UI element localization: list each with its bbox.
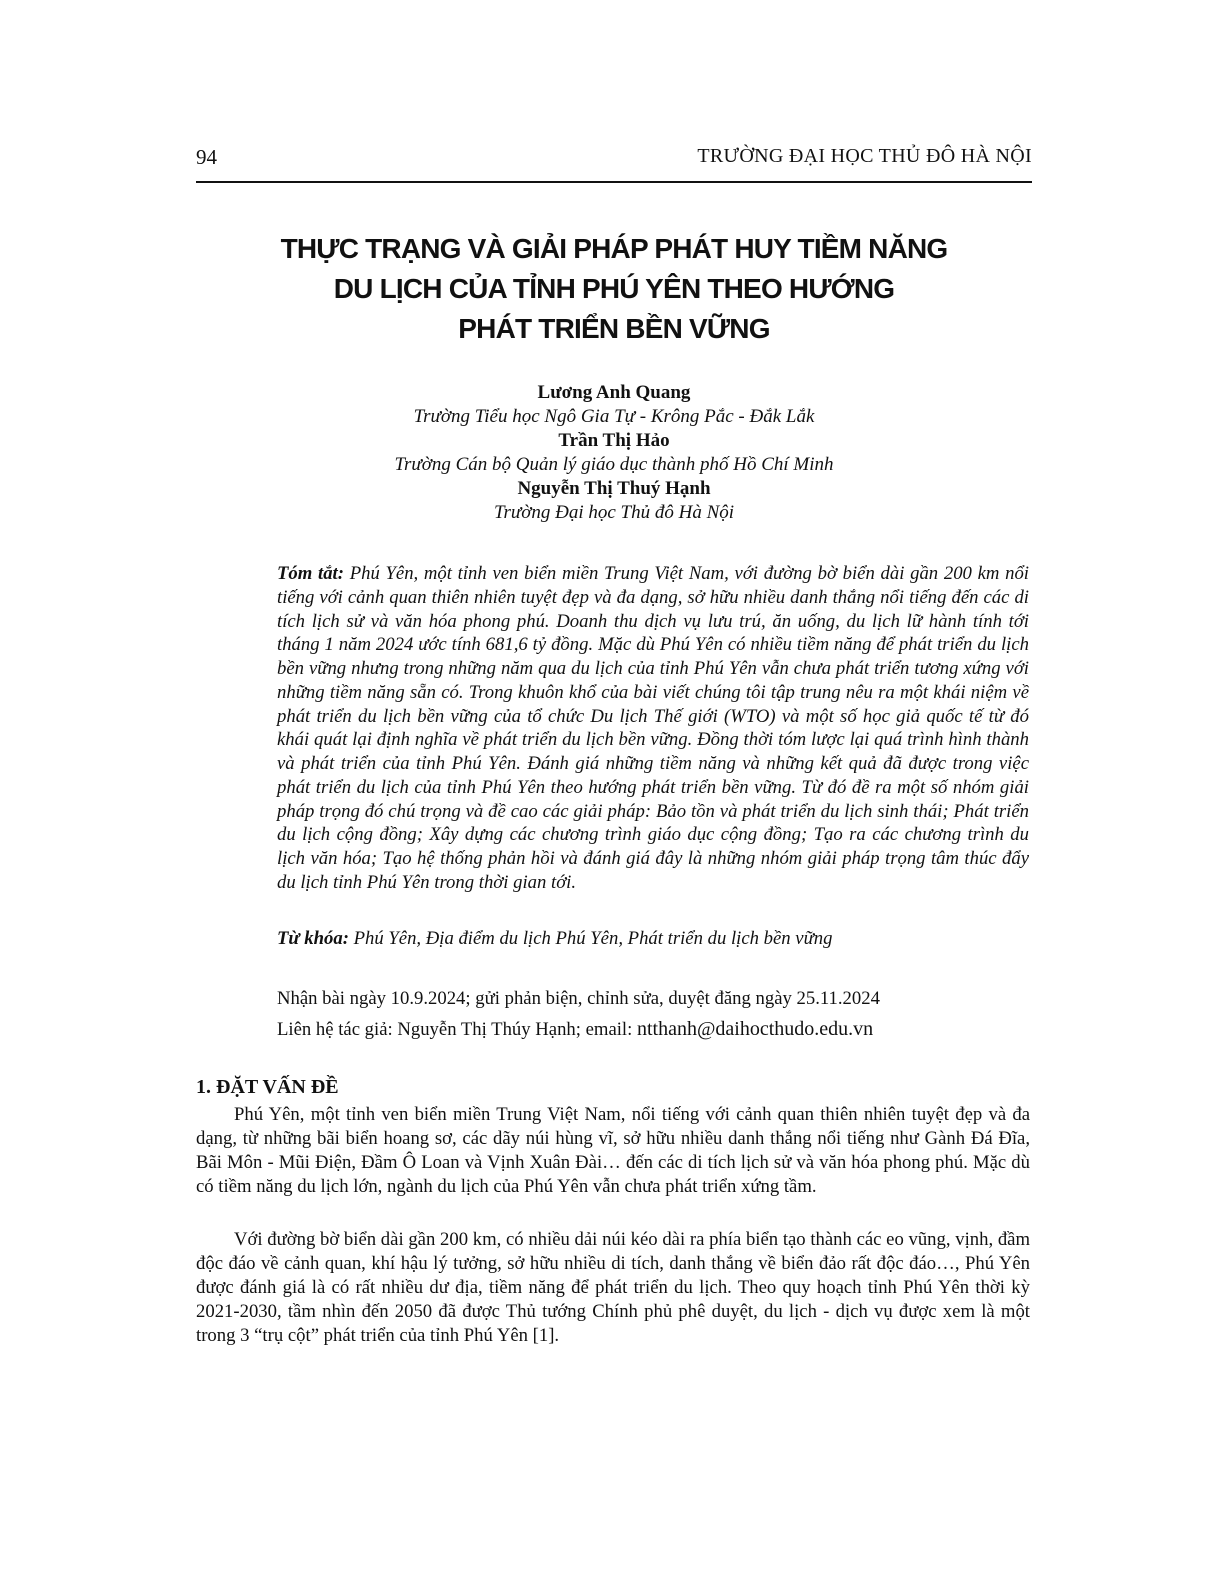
article-title <box>196 229 1032 349</box>
section-heading: 1. ĐẶT VẤN ĐỀ <box>196 1076 339 1098</box>
abstract-text: Phú Yên, một tỉnh ven biển miền Trung Việt Nam, với đường bờ biển dài gần 200 km nổi tiếng với cảnh quan thiên nhiên tuyệt đẹp và đa dạng, sở hữu nhiều danh thắng nổi tiếng đến các di tích lịch sử và văn hóa phong phú. Doanh thu dịch vụ lưu trú, ăn uống, du lịch lữ hành tính tới tháng 1 năm 2024 ước tính 681,6 tỷ đồng. Mặc dù Phú Yên có nhiều tiềm năng để phát triển du lịch bền vững nhưng trong những năm qua du lịch của tỉnh Phú Yên vẫn chưa phát triển tương xứng với những tiềm năng sẵn có. Trong khuôn khổ của bài viết chúng tôi tập trung nêu ra một khái niệm về phát triển du lịch bền vững của tổ chức Du lịch Thế giới (WTO) và một số học giả quốc tế từ đó khái quát lại định nghĩa về phát triển du lịch bền vững. Đồng thời tóm lược lại quá trình hình thành và phát triển của tỉnh Phú Yên. Đánh giá những tiềm năng và những kết quả đã được trong việc phát triển du lịch của tỉnh Phú Yên theo hướng phát triển bền vững. Từ đó đề ra một số nhóm giải pháp trọng đó chú trọng và đề cao các giải pháp: Bảo tồn và phát triển du lịch sinh thái; Phát triển du lịch cộng đồng; Xây dựng các chương trình giáo dục cộng đồng; Tạo ra các chương trình du lịch văn hóa; Tạo hệ thống phản hồi và đánh giá đây là những nhóm giải pháp trọng tâm thúc đẩy du lịch tỉnh Phú Yên trong thời gian tới. <box>277 563 1030 893</box>
author-name: Nguyễn Thị Thuý Hạnh <box>517 478 711 499</box>
keywords <box>277 927 1029 951</box>
body-paragraph: Phú Yên, một tỉnh ven biển miền Trung Việt Nam, nổi tiếng với cảnh quan thiên nhiên tuyệt đẹp và đa dạng, từ những bãi biển hoang sơ, các dãy núi hùng vĩ, sở hữu nhiều danh thắng nổi tiếng như Gành Đá Đĩa, Bãi Môn - Mũi Điện, Đầm Ô Loan và Vịnh Xuân Đài… đến các di tích lịch sử và văn hóa phong phú. Mặc dù có tiềm năng du lịch lớn, ngành du lịch của Phú Yên vẫn chưa phát triển xứng tầm. <box>196 1104 1030 1197</box>
title-line-3: PHÁT TRIỂN BỀN VỮNG <box>458 313 770 344</box>
journal-name: TRƯỜNG ĐẠI HỌC THỦ ĐÔ HÀ NỘI <box>697 145 1032 167</box>
author-name: Lương Anh Quang <box>537 382 691 403</box>
received-dates: Nhận bài ngày 10.9.2024; gửi phản biện, chỉnh sửa, duyệt đăng ngày 25.11.2024 <box>277 988 880 1009</box>
keywords-label: Từ khóa: <box>277 928 349 949</box>
title-line-2: DU LỊCH CỦA TỈNH PHÚ YÊN THEO HƯỚNG <box>333 273 895 304</box>
keywords-text: Phú Yên, Địa điểm du lịch Phú Yên, Phát triển du lịch bền vững <box>353 928 833 949</box>
abstract <box>277 562 1029 895</box>
contact-line <box>277 1014 1029 1045</box>
author-affiliation: Trường Tiểu học Ngô Gia Tự - Krông Pắc - Đắk Lắk <box>413 406 815 427</box>
abstract-label: Tóm tắt: <box>277 563 344 584</box>
author-affiliation: Trường Cán bộ Quản lý giáo dục thành phố Hồ Chí Minh <box>394 454 834 475</box>
article-meta <box>277 983 1029 1045</box>
author-affiliation: Trường Đại học Thủ đô Hà Nội <box>493 502 735 523</box>
body-paragraph: Với đường bờ biển dài gần 200 km, có nhiều dải núi kéo dài ra phía biển tạo thành các eo vũng, vịnh, đầm độc đáo về cảnh quan, khí hậu lý tưởng, sở hữu nhiều di tích, danh thắng về biển đảo rất độc đáo…, Phú Yên được đánh giá là có rất nhiều dư địa, tiềm năng để phát triển du lịch. Theo quy hoạch tỉnh Phú Yên thời kỳ 2021-2030, tầm nhìn đến 2050 đã được Thủ tướng Chính phủ phê duyệt, du lịch - dịch vụ được xem là một trong 3 “trụ cột” phát triển của tỉnh Phú Yên [1]. <box>196 1229 1030 1346</box>
author-name: Trần Thị Hảo <box>558 430 670 451</box>
title-line-1: THỰC TRẠNG VÀ GIẢI PHÁP PHÁT HUY TIỀM NĂNG <box>280 233 948 264</box>
page-number: 94 <box>196 145 217 169</box>
running-header <box>196 145 1032 183</box>
contact-prefix: Liên hệ tác giả: Nguyễn Thị Thúy Hạnh; email: <box>277 1019 637 1040</box>
author-block <box>196 381 1032 525</box>
author-email: ntthanh@daihocthudo.edu.vn <box>637 1018 874 1040</box>
